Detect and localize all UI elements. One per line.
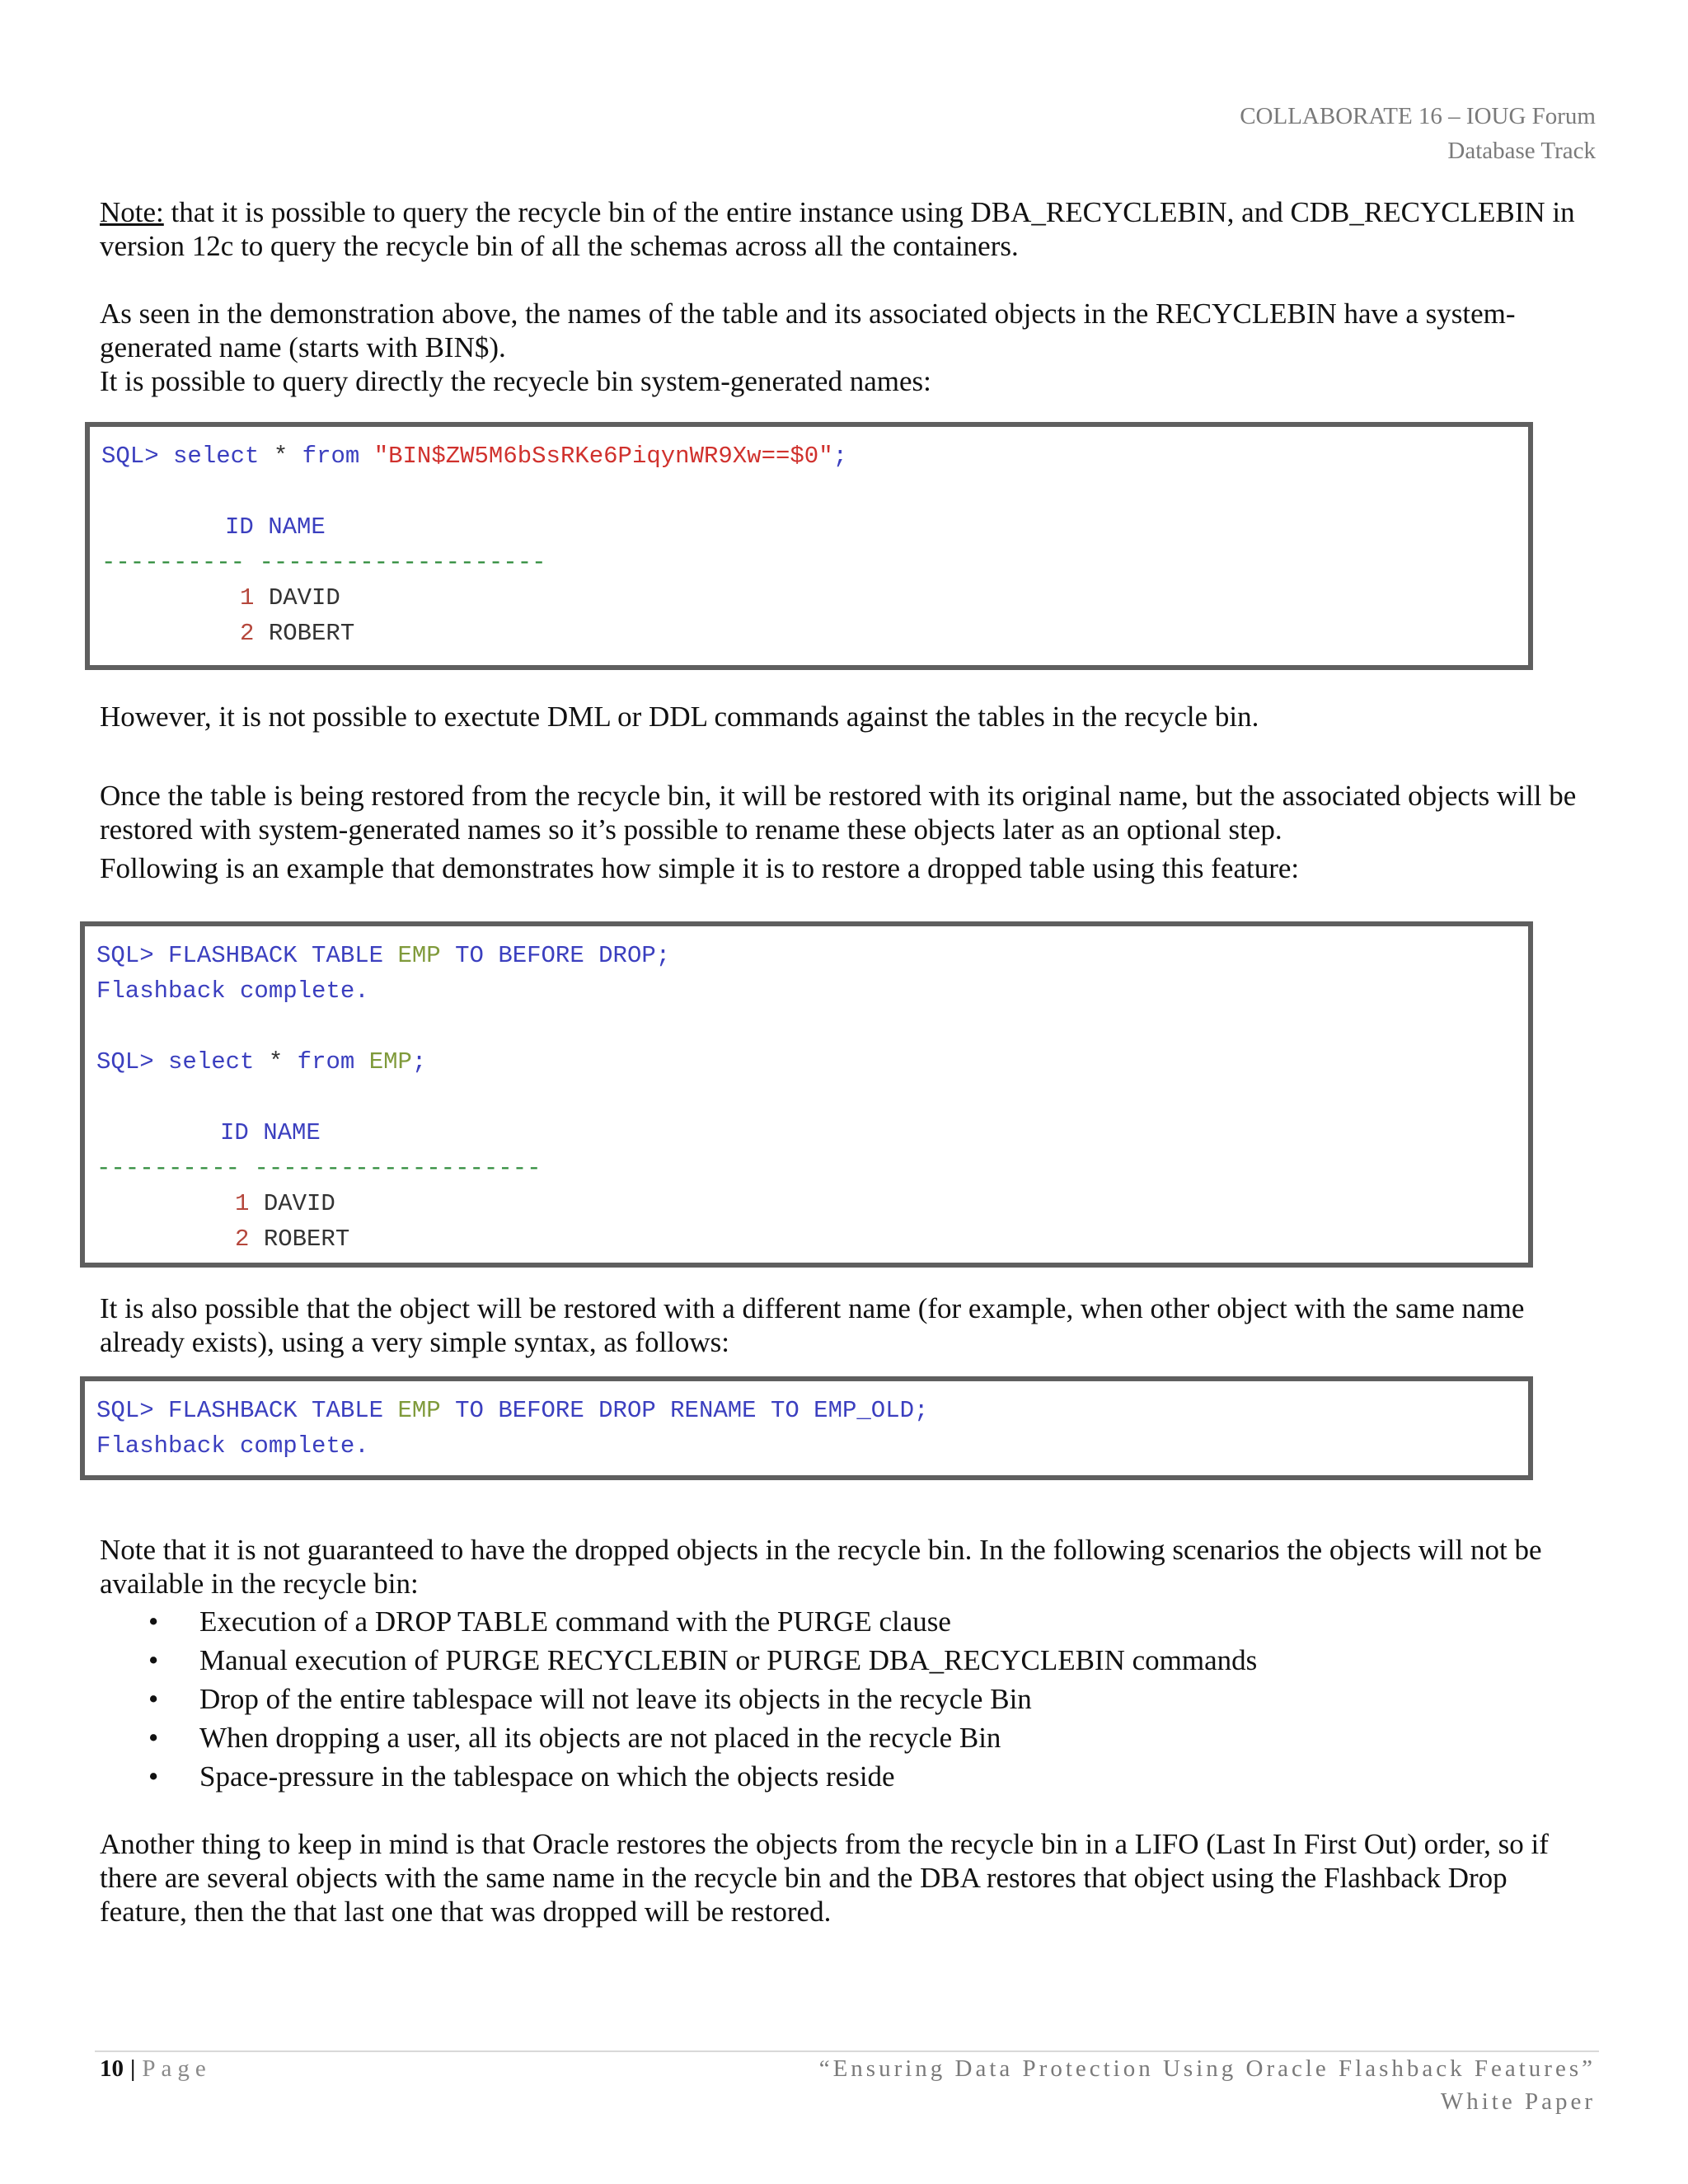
dash-separator: ---------- [101, 549, 246, 576]
code-block-rename [80, 1376, 1533, 1480]
list-item: • Manual execution of PURGE RECYCLEBIN or PURGE DBA_RECYCLEBIN commands [148, 1641, 1257, 1680]
sql-identifier: EMP [397, 942, 441, 969]
sql-keyword: FLASHBACK TABLE [168, 942, 384, 969]
header-track: Database Track [1447, 138, 1596, 164]
sql-keyword: select [173, 443, 260, 470]
sql-semicolon: ; [411, 1048, 427, 1076]
row-name: ROBERT [268, 620, 355, 647]
note-text: that it is possible to query the recycle bin of the entire instance using DBA_RECYCLEBIN, and CDB_RECYCLEBIN in version 12c to query the recycle bin of all the schemas across all the containers. [100, 196, 1575, 262]
col-header-name: NAME [268, 513, 326, 541]
bullet-icon: • [148, 1605, 159, 1638]
col-header-id: ID [225, 513, 254, 541]
row-name: ROBERT [263, 1226, 350, 1253]
row-name: DAVID [263, 1190, 335, 1217]
page-label: Page [142, 2055, 212, 2082]
sql-output: Flashback complete. [96, 977, 369, 1005]
footer-paper-title: “Ensuring Data Protection Using Oracle Flashback Features” [818, 2055, 1596, 2082]
row-id: 2 [240, 620, 255, 647]
col-header-id: ID [220, 1119, 249, 1146]
list-item: • Drop of the entire tablespace will not leave its objects in the recycle Bin [148, 1680, 1257, 1718]
row-name: DAVID [268, 584, 340, 612]
sql-prompt: SQL> [96, 1048, 154, 1076]
footer-paper-type: White Paper [1440, 2088, 1596, 2115]
row-id: 1 [235, 1190, 250, 1217]
paragraph-dml: However, it is not possible to exectute DML or DDL commands against the tables in the recycle bin. [100, 701, 1259, 733]
page-number: 10 [100, 2055, 124, 2082]
sql-semicolon: ; [914, 1397, 929, 1424]
code-block-query-bin [85, 422, 1533, 670]
bullet-icon: • [148, 1760, 159, 1793]
sql-prompt: SQL> [96, 1397, 154, 1424]
sql-prompt: SQL> [96, 942, 154, 969]
page-header [1240, 99, 1596, 168]
header-conference: COLLABORATE 16 – IOUG Forum [1240, 103, 1596, 129]
scenario-list [148, 1602, 1257, 1796]
sql-star: * [273, 443, 288, 470]
demo-line-1: As seen in the demonstration above, the names of the table and its associated objects in the RECYCLEBIN have a system-generated name (starts with BIN$). [100, 298, 1516, 363]
paragraph-rename: It is also possible that the object will be restored with a different name (for example, when other object with the same name already exists), using a very simple syntax, as follows: [100, 1292, 1525, 1358]
sql-identifier: EMP [368, 1048, 412, 1076]
restore-line-1: Once the table is being restored from the recycle bin, it will be restored with its original name, but the associated objects will be restored with system-generated names so it’s possible to rename these objects later as an optional step. [100, 780, 1577, 846]
paragraph-guarantee: Note that it is not guaranteed to have the dropped objects in the recycle bin. In the following scenarios the objects will not be available in the recycle bin: [100, 1534, 1542, 1600]
paragraph-restore [100, 779, 1592, 885]
sql-semicolon: ; [655, 942, 671, 969]
paragraph-demo [100, 297, 1592, 398]
sql-string: "BIN$ZW5M6bSsRKe6PiqynWR9Xw==$0" [373, 443, 833, 470]
dash-separator: -------------------- [259, 549, 546, 576]
sql-keyword: from [297, 1048, 355, 1076]
list-item: • Execution of a DROP TABLE command with the PURGE clause [148, 1602, 1257, 1641]
restore-line-2: Following is an example that demonstrates how simple it is to restore a dropped table using this feature: [100, 852, 1300, 884]
sql-keyword: TO BEFORE DROP [455, 942, 656, 969]
sql-prompt: SQL> [101, 443, 159, 470]
bullet-icon: • [148, 1683, 159, 1715]
sql-star: * [268, 1048, 284, 1076]
note-label: Note: [100, 196, 164, 228]
sql-keyword: FLASHBACK TABLE [168, 1397, 384, 1424]
paragraph-lifo: Another thing to keep in mind is that Oracle restores the objects from the recycle bin in a LIFO (Last In First Out) order, so if there are several objects with the same name in the recycle bin and the DBA restores that object using the Flashback Drop feature, then the that last one that was dropped will be restored. [100, 1828, 1549, 1928]
row-id: 2 [235, 1226, 250, 1253]
list-item: • Space-pressure in the tablespace on which the objects reside [148, 1757, 1257, 1796]
sql-keyword: TO BEFORE DROP RENAME TO EMP_OLD [455, 1397, 914, 1424]
col-header-name: NAME [263, 1119, 321, 1146]
footer-separator: | [130, 2055, 136, 2082]
dash-separator: -------------------- [254, 1155, 542, 1182]
sql-identifier: EMP [397, 1397, 441, 1424]
sql-semicolon: ; [832, 443, 847, 470]
bullet-icon: • [148, 1644, 159, 1676]
paragraph-note [100, 195, 1592, 263]
sql-output: Flashback complete. [96, 1432, 369, 1460]
sql-keyword: select [168, 1048, 255, 1076]
dash-separator: ---------- [96, 1155, 241, 1182]
code-block-flashback [80, 921, 1533, 1268]
sql-keyword: from [302, 443, 360, 470]
demo-line-2: It is possible to query directly the recyecle bin system-generated names: [100, 365, 931, 397]
footer-title [819, 2052, 1596, 2118]
list-item: • When dropping a user, all its objects are not placed in the recycle Bin [148, 1718, 1257, 1757]
row-id: 1 [240, 584, 255, 612]
bullet-icon: • [148, 1722, 159, 1754]
footer-page-number [100, 2052, 212, 2085]
